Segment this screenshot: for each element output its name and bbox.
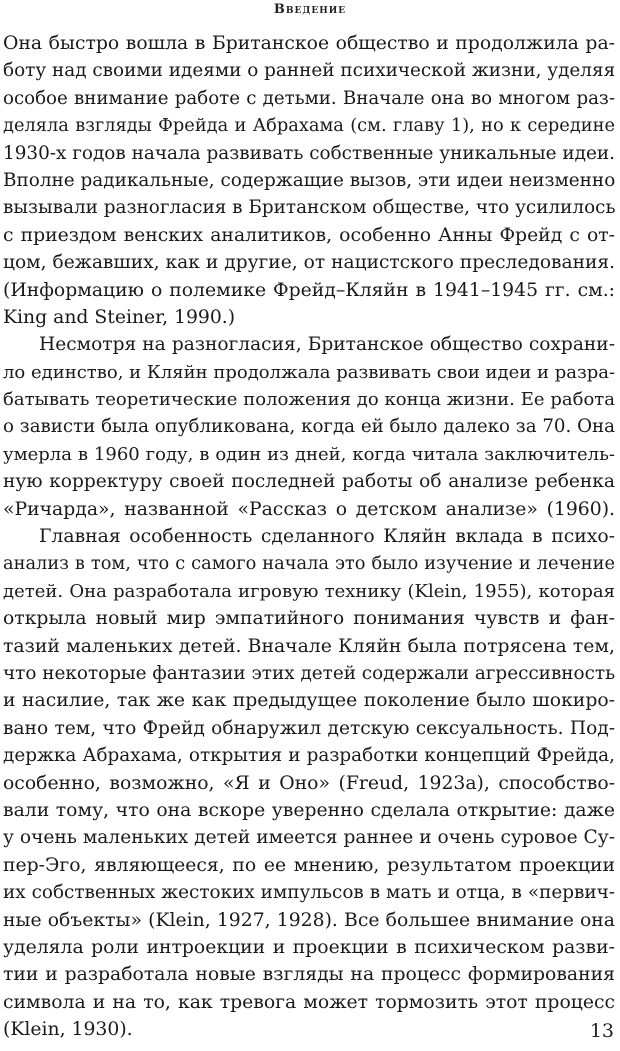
text-line: батывать теоретические положения до конца жизни. Ее работа bbox=[3, 389, 615, 411]
text-line: символа и на то, как тревога может тормозить этот процесс bbox=[3, 991, 615, 1013]
text-line: боту над своими идеями о ранней психической жизни, уделяя bbox=[3, 60, 615, 82]
text-line: (Klein, 1930). bbox=[3, 1019, 133, 1041]
page-number: 13 bbox=[589, 1020, 614, 1042]
text-line: с приездом венских аналитиков, особенно Анны Фрейд с от- bbox=[3, 224, 615, 246]
text-line: (Информацию о полемике Фрейд–Кляйн в 1941–1945 гг. см.: bbox=[3, 279, 615, 301]
text-line: открыла новый мир эмпатийного понимания чувств и фан- bbox=[3, 608, 615, 630]
text-line: King and Steiner, 1990.) bbox=[3, 306, 236, 328]
text-line: анализ в том, что с самого начала это было изучение и лечение bbox=[3, 553, 615, 575]
text-line: ные объекты» (Klein, 1927, 1928). Все большее внимание она bbox=[3, 909, 615, 931]
text-line: Вполне радикальные, содержащие вызов, эти идеи неизменно bbox=[3, 169, 615, 191]
text-line: тазий маленьких детей. Вначале Кляйн была потрясена тем, bbox=[3, 635, 615, 657]
text-line: особое внимание работе с детьми. Вначале она во многом раз- bbox=[3, 87, 615, 109]
text-line: цом, бежавших, как и другие, от нацистского преследования. bbox=[3, 252, 615, 274]
text-line: у очень маленьких детей имеется раннее и очень суровое Су- bbox=[3, 827, 615, 849]
text-line: детей. Она разработала игровую технику (Klein, 1955), которая bbox=[3, 580, 615, 602]
text-line: 1930-х годов начала развивать собственные уникальные идеи. bbox=[3, 142, 615, 164]
text-line: держка Абрахама, открытия и разработки концепций Фрейда, bbox=[3, 745, 615, 767]
paragraph-first-line: Несмотря на разногласия, Британское общество сохрани- bbox=[39, 334, 615, 356]
text-line: ную корректуру своей последней работы об анализе ребенка bbox=[3, 471, 615, 493]
text-line: пер-Эго, являющееся, по ее мнению, результатом проекции bbox=[3, 854, 615, 876]
text-line: деляла взгляды Фрейда и Абрахама (см. главу 1), но к середине bbox=[3, 115, 615, 137]
body-text bbox=[3, 30, 615, 1043]
text-line: и насилие, так же как предыдущее поколение было шокиро- bbox=[3, 690, 615, 712]
text-line: особенно, возможно, «Я и Оно» (Freud, 1923a), способство- bbox=[3, 772, 615, 794]
text-line: вано тем, что Фрейд обнаружил детскую сексуальность. Под- bbox=[3, 717, 615, 739]
text-line: уделяла роли интроекции и проекции в психическом разви- bbox=[3, 936, 615, 958]
text-line: умерла в 1960 году, в один из дней, когда читала заключитель- bbox=[3, 443, 615, 465]
text-line: «Ричарда», названной «Рассказ о детском анализе» (1960). bbox=[3, 498, 615, 520]
text-line: Она быстро вошла в Британское общество и продолжила ра- bbox=[3, 33, 615, 54]
running-head: Введение bbox=[273, 2, 347, 17]
text-line: тии и разработала новые взгляды на процесс формирования bbox=[3, 964, 615, 986]
paragraph-first-line: Главная особенность сделанного Кляйн вклада в психо- bbox=[39, 526, 615, 548]
text-line: вызывали разногласия в Британском обществе, что усилилось bbox=[3, 197, 615, 219]
text-line: ло единство, и Кляйн продолжала развивать свои идеи и разра- bbox=[3, 361, 615, 383]
text-line: о зависти была опубликована, когда ей было далеко за 70. Она bbox=[3, 416, 615, 438]
text-line: что некоторые фантазии этих детей содержали агрессивность bbox=[3, 662, 615, 684]
text-line: вали тому, что она вскоре уверенно сделала открытие: даже bbox=[3, 799, 615, 821]
text-line: их собственных жестоких импульсов в мать и отца, в «первич- bbox=[3, 882, 615, 904]
